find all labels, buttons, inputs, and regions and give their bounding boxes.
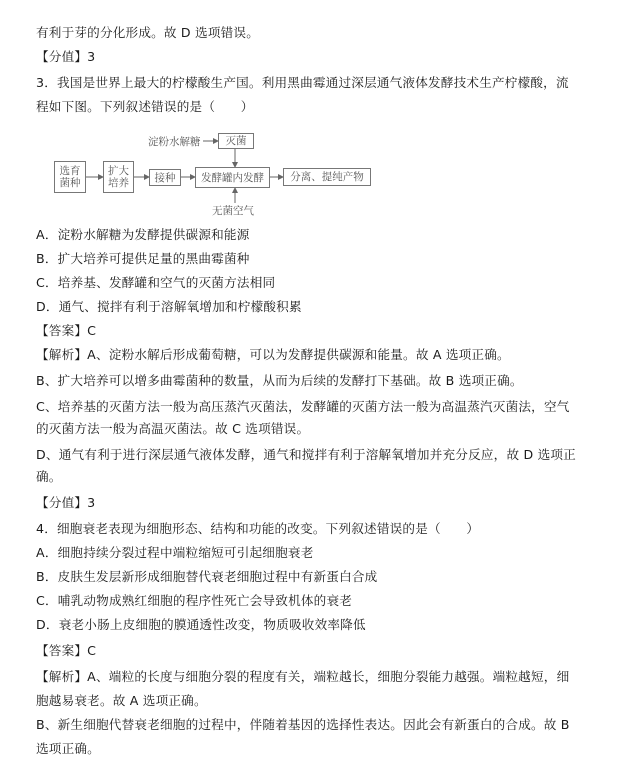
line-18: B．皮肤生发层新形成细胞替代衰老细胞过程中有新蛋白合成 — [36, 569, 378, 584]
line-9: 【解析】A、淀粉水解后形成葡萄糖，可以为发酵提供碳源和能量。故 A 选项正确。 — [36, 347, 510, 362]
line-4: A．淀粉水解糖为发酵提供碳源和能源 — [36, 227, 250, 242]
line-22: 【解析】A、端粒的长度与细胞分裂的程度有关，端粒越长，细胞分裂能力越强。端粒越短，细 — [36, 669, 570, 684]
line-7: D．通气、搅拌有利于溶解氧增加和柠檬酸积累 — [36, 299, 302, 314]
line-16: 4．细胞衰老表现为细胞形态、结构和功能的改变。下列叙述错误的是（ ） — [36, 521, 480, 536]
box-inoculate: 接种 — [149, 169, 181, 186]
line-20: D．衰老小肠上皮细胞的膜通透性改变，物质吸收效率降低 — [36, 617, 366, 632]
line-3: 程如下图。下列叙述错误的是（ ） — [36, 99, 254, 114]
line-1: 【分值】3 — [36, 49, 96, 64]
box-sterilize: 灭菌 — [218, 133, 254, 149]
box-select-strain: 选育 菌种 — [54, 161, 86, 193]
box-separate: 分离、提纯产物 — [283, 168, 371, 186]
line-2: 3．我国是世界上最大的柠檬酸生产国。利用黑曲霉通过深层通气液体发酵技术生产柠檬酸，流 — [36, 75, 569, 90]
line-21: 【答案】C — [36, 643, 97, 658]
line-10: B、扩大培养可以增多曲霉菌种的数量，从而为后续的发酵打下基础。故 B 选项正确。 — [36, 373, 523, 388]
line-12: 的灭菌方法一般为高温灭菌法。故 C 选项错误。 — [36, 421, 310, 436]
line-19: C．哺乳动物成熟红细胞的程序性死亡会导致机体的衰老 — [36, 593, 353, 608]
line-13: D、通气有利于进行深层通气液体发酵，通气和搅拌有利于溶解氧增加并充分反应，故 D 选项正 — [36, 447, 576, 462]
line-17: A．细胞持续分裂过程中端粒缩短可引起细胞衰老 — [36, 545, 314, 560]
label-sterile-air: 无菌空气 — [212, 205, 254, 217]
line-24: B、新生细胞代替衰老细胞的过程中，伴随着基因的选择性表达。因此会有新蛋白的合成。故 B — [36, 717, 570, 732]
label-starch-sugar: 淀粉水解糖 — [148, 136, 201, 148]
box-ferment: 发酵罐内发酵 — [195, 167, 270, 188]
box-expand-culture: 扩大 培养 — [103, 161, 134, 193]
line-5: B．扩大培养可提供足量的黑曲霉菌种 — [36, 251, 250, 266]
line-11: C、培养基的灭菌方法一般为高压蒸汽灭菌法，发酵罐的灭菌方法一般为高温蒸汽灭菌法，空气 — [36, 399, 570, 414]
line-6: C．培养基、发酵罐和空气的灭菌方法相同 — [36, 275, 276, 290]
line-8: 【答案】C — [36, 323, 97, 338]
line-23: 胞越易衰老。故 A 选项正确。 — [36, 693, 207, 708]
line-0: 有利于芽的分化形成。故 D 选项错误。 — [36, 25, 260, 40]
line-25: 选项正确。 — [36, 741, 100, 756]
line-15: 【分值】3 — [36, 495, 96, 510]
line-14: 确。 — [36, 469, 62, 484]
